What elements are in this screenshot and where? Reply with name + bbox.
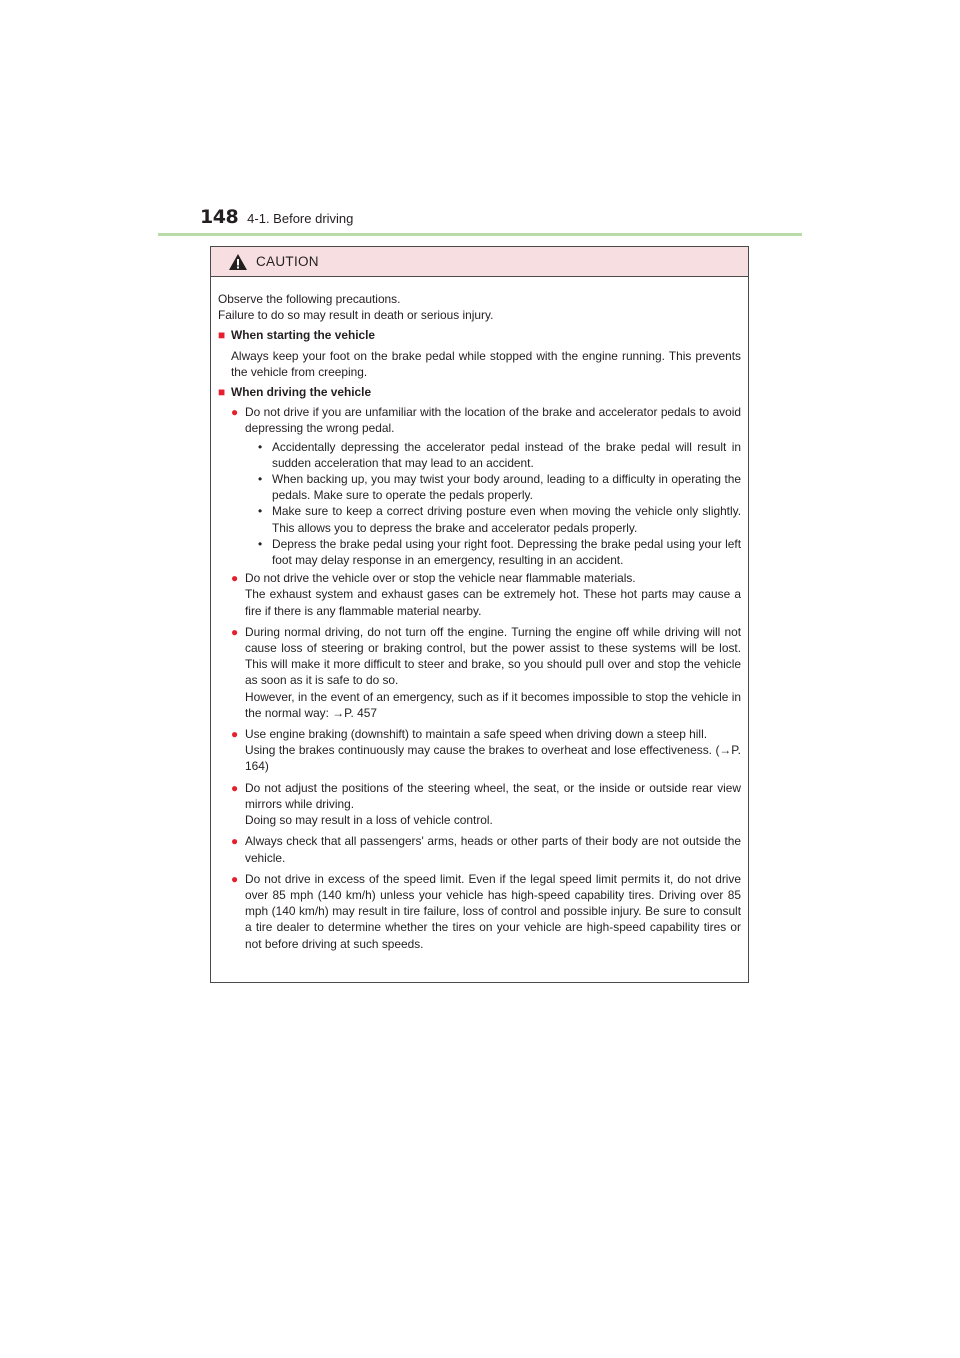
section-title: 4-1. Before driving — [247, 211, 354, 226]
bullet-text: However, in the event of an emergency, such as if it becomes impossible to stop the vehicle in the normal way: →P. 457 — [245, 689, 741, 720]
bullet-marker: ● — [231, 834, 239, 849]
bullet-text: The exhaust system and exhaust gases can be extremely hot. These hot parts may cause a fire if there is any flammable material nearby. — [245, 587, 741, 618]
caution-title: CAUTION — [256, 254, 319, 269]
bullet-text: During normal driving, do not turn off the engine. Turning the engine off while driving will not cause loss of steering or braking control, but the power assist to these systems will be lost. This will make it more difficult to steer and brake, so you should pull over and stop the vehicle as soon as it is safe to do so. — [245, 624, 741, 688]
subheading-starting — [218, 327, 741, 343]
page-number: 148 — [200, 206, 239, 228]
bullet-text: Doing so may result in a loss of vehicle control. — [245, 813, 493, 828]
bullet-text: Always check that all passengers' arms, heads or other parts of their body are not outside the vehicle. — [245, 834, 741, 865]
bullet-text: Do not drive the vehicle over or stop the vehicle near flammable materials. — [245, 571, 636, 586]
bullet-marker: ● — [231, 571, 239, 586]
sub-list-item — [258, 439, 741, 471]
bullet-marker: ● — [231, 405, 239, 420]
sub-bullet-marker: • — [258, 536, 263, 551]
sub-list-text: When backing up, you may twist your body around, leading to a difficulty in operating the pedals. Make sure to operate the pedals properly. — [272, 472, 741, 503]
bullet-text: Do not drive if you are unfamiliar with the location of the brake and accelerator pedals to avoid depressing the wrong pedal. — [245, 405, 741, 436]
list-item — [218, 570, 741, 619]
bullet-marker: ● — [231, 780, 239, 795]
caution-box — [210, 246, 749, 983]
sub-list-text: Make sure to keep a correct driving posture even when moving the vehicle only slightly. This allows you to depress the brake and accelerator pedals properly. — [272, 504, 741, 535]
sub-bullet-marker: • — [258, 472, 263, 487]
sub-list-text: Accidentally depressing the accelerator pedal instead of the brake pedal will result in sudden acceleration that may lead to an accident. — [272, 439, 741, 470]
bullet-marker: ● — [231, 624, 239, 639]
caution-header — [211, 247, 748, 277]
bullet-text: Do not adjust the positions of the steering wheel, the seat, or the inside or outside rear view mirrors while driving. — [245, 780, 741, 811]
sub-bullet-marker: • — [258, 504, 263, 519]
bullet-text: Do not drive in excess of the speed limit. Even if the legal speed limit permits it, do not drive over 85 mph (140 km/h) unless your vehicle has high-speed capability tires. Driving over 85 mph (140 km/h) may result in tire failure, loss of control and possible injury. Be sure to consult a tire dealer to determine whether the tires on your vehicle are high-speed capability tires or not before driving at such speeds. — [245, 871, 741, 951]
list-item — [218, 404, 741, 436]
sub-list-item — [258, 471, 741, 503]
starting-text: Always keep your foot on the brake pedal while stopped with the engine running. This prevents the vehicle from creeping. — [231, 348, 741, 379]
sub-list-text: Depress the brake pedal using your right foot. Depressing the brake pedal using your left foot may delay response in an emergency, resulting in an accident. — [272, 536, 741, 568]
list-item — [218, 871, 741, 952]
subheading-driving — [218, 384, 741, 400]
intro-line: Observe the following precautions. — [218, 292, 401, 306]
section-marker: ■ — [218, 385, 226, 400]
section-marker: ■ — [218, 328, 226, 343]
bullet-marker: ● — [231, 871, 239, 886]
bullet-marker: ● — [231, 727, 239, 742]
bullet-text: Using the brakes continuously may cause the brakes to overheat and lose effectiveness. (→P. 164) — [245, 743, 741, 774]
list-item — [218, 726, 741, 775]
list-item — [218, 833, 741, 865]
bullet-text: Use engine braking (downshift) to maintain a safe speed when driving down a steep hill. — [245, 727, 708, 742]
subheading-text: When starting the vehicle — [231, 328, 376, 343]
intro-line: Failure to do so may result in death or serious injury. — [218, 308, 494, 323]
sub-list-item — [258, 503, 741, 535]
subheading-text: When driving the vehicle — [231, 385, 372, 400]
list-item — [218, 624, 741, 721]
warning-triangle-icon — [228, 253, 248, 271]
sub-list — [218, 439, 741, 569]
caution-body — [211, 277, 748, 952]
caution-intro — [218, 291, 741, 323]
sub-list-item — [258, 536, 741, 568]
header-rule — [158, 233, 802, 236]
page-header — [200, 206, 353, 230]
list-item — [218, 780, 741, 829]
sub-bullet-marker: • — [258, 439, 263, 454]
